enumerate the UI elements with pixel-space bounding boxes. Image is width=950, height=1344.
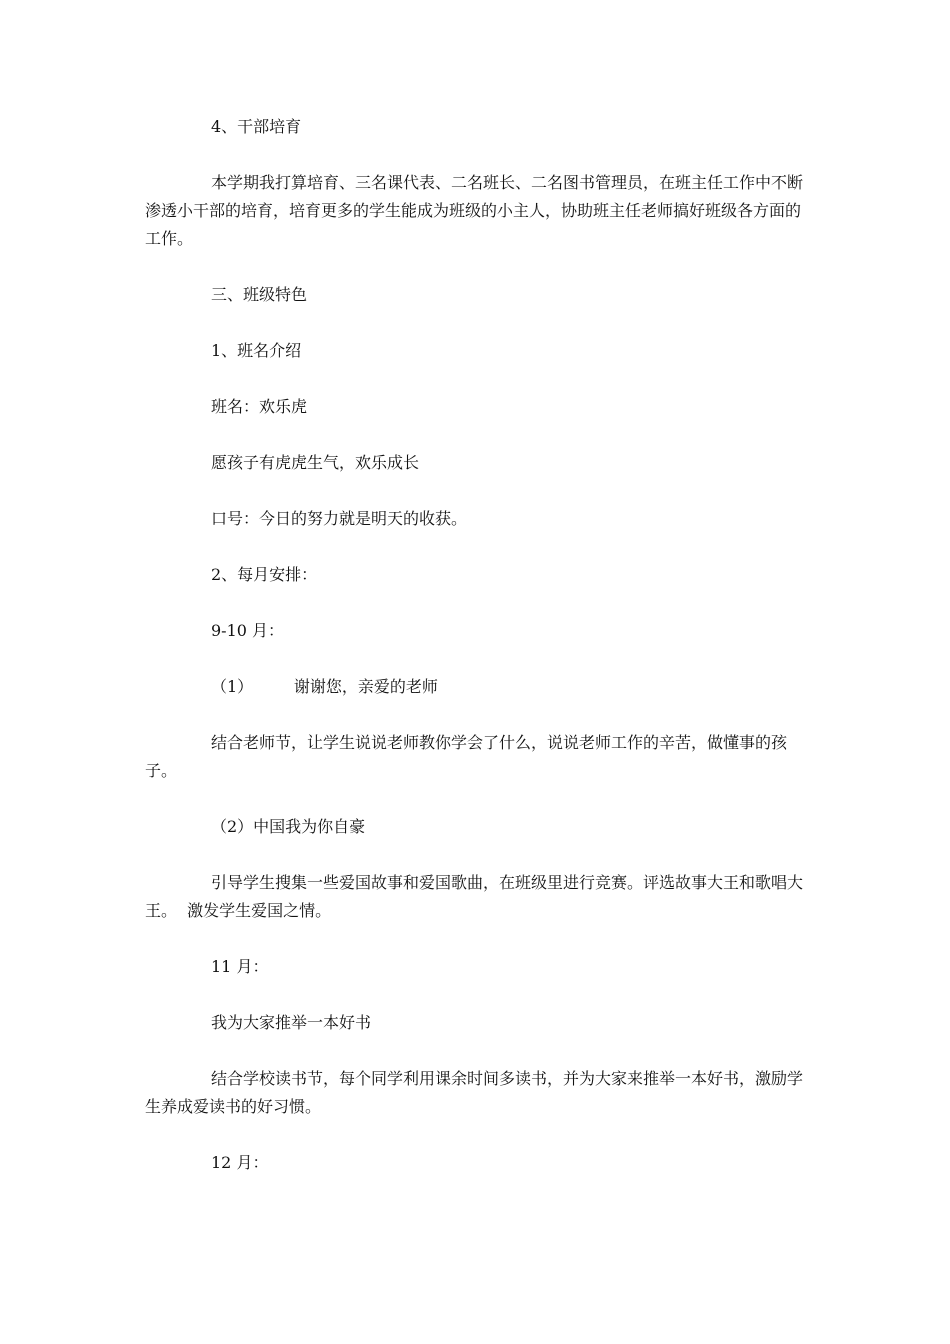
document-body [145, 113, 805, 1177]
month-nov: 11 月： [211, 957, 269, 976]
paragraph-teachers-day: 结合老师节，让学生说说老师教你学会了什么，说说老师工作的辛苦，做懂事的孩子。 [145, 733, 788, 780]
paragraph-cadre-plan: 本学期我打算培育、三名课代表、二名班长、二名图书管理员，在班主任工作中不断渗透小干部的培育，培育更多的学生能成为班级的小主人，协助班主任老师搞好班级各方面的工作。 [145, 173, 804, 248]
heading-class-name-intro: 1、班名介绍 [211, 341, 302, 360]
month-sep-oct: 9-10 月： [211, 621, 285, 640]
heading-cadre-training: 4、干部培育 [211, 117, 302, 136]
heading-class-feature: 三、班级特色 [211, 285, 308, 304]
paragraph-reading-festival: 结合学校读书节，每个同学利用课余时间多读书，并为大家来推举一本好书，激励学生养成爱读书的好习惯。 [145, 1069, 804, 1116]
month-dec: 12 月： [211, 1153, 269, 1172]
activity-china-pride: （2）中国我为你自豪 [211, 817, 366, 836]
class-slogan-line: 口号：今日的努力就是明天的收获。 [211, 509, 468, 528]
class-name-line: 班名：欢乐虎 [211, 397, 308, 416]
activity-thank-teacher: （1） 谢谢您，亲爱的老师 [211, 677, 438, 696]
class-wish-line: 愿孩子有虎虎生气，欢乐成长 [211, 453, 420, 472]
heading-monthly-plan: 2、每月安排： [211, 565, 318, 584]
paragraph-patriotic-stories: 引导学生搜集一些爱国故事和爱国歌曲，在班级里进行竞赛。评选故事大王和歌唱大王。 激发学生爱国之情。 [145, 873, 804, 920]
activity-recommend-book: 我为大家推举一本好书 [211, 1013, 372, 1032]
